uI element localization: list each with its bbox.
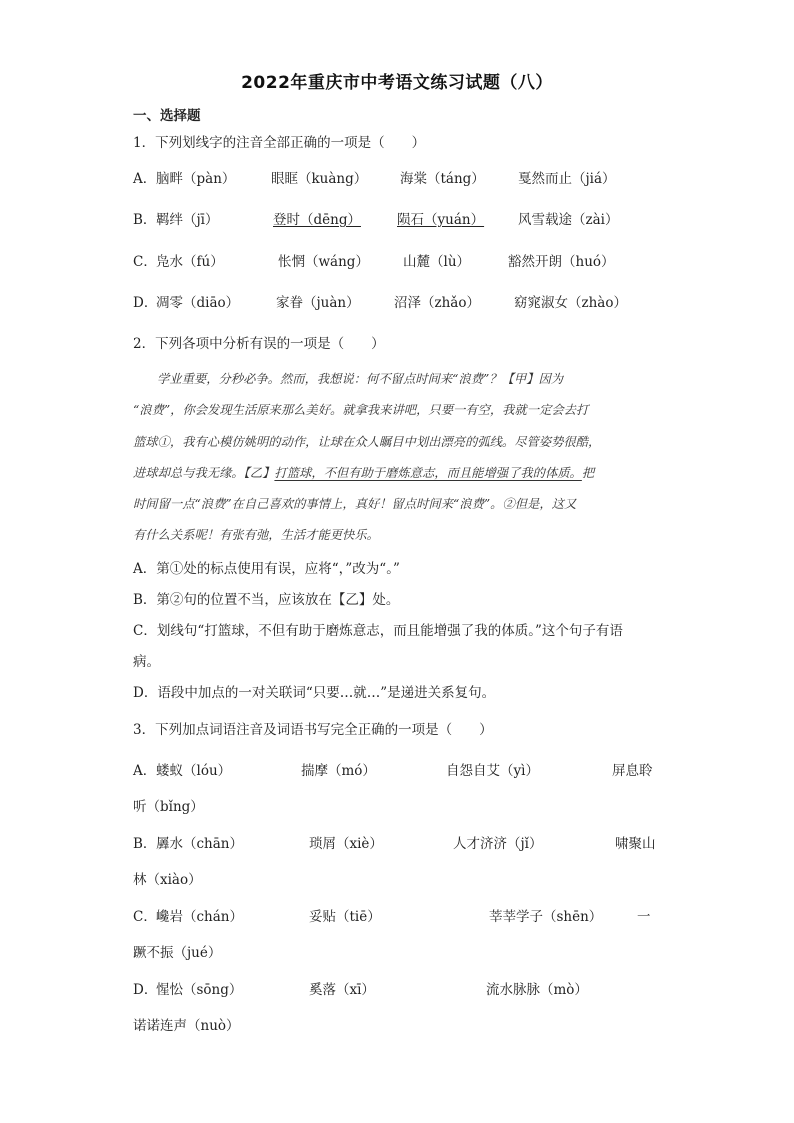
option-item: 怅惘（wáng）	[278, 254, 369, 270]
option-item: 莘莘学子（shēn）	[489, 909, 603, 925]
option-item: 流水脉脉（mò）	[486, 982, 588, 998]
option-item: 山麓（lù）	[403, 254, 471, 270]
option-wrap: 林（xiào）	[133, 872, 202, 888]
option-item: 奚落（xī）	[309, 982, 375, 998]
question-3-stem: 3．下列加点词语注音及词语书写完全正确的一项是（ ）	[133, 722, 493, 738]
option-label: B．	[133, 836, 157, 852]
option-item: 沼泽（zhǎo）	[394, 295, 480, 311]
option-item: 家眷（juàn）	[276, 295, 360, 311]
option-item: 脑畔（pàn）	[156, 171, 236, 187]
underlined-sentence: 打篮球，不但有助于磨炼意志，而且能增强了我的体质。	[274, 466, 582, 480]
question-2-stem: 2．下列各项中分析有误的一项是（ ）	[133, 336, 385, 352]
passage-line: “浪费”，你会发现生活原来那么美好。就拿我来讲吧，只要一有空，我就一定会去打	[133, 403, 589, 417]
passage-text: 把	[581, 466, 595, 480]
q2-option-b: B．第②句的位置不当，应该放在【乙】处。	[133, 592, 400, 608]
option-item: 揣摩（mó）	[301, 763, 376, 779]
option-item: 自怨自艾（yì）	[446, 763, 539, 779]
option-label: C．	[133, 254, 157, 270]
option-item: 眼眶（kuàng）	[271, 171, 368, 187]
option-item: 妥贴（tiē）	[309, 909, 381, 925]
option-item: 羼水（chān）	[156, 836, 243, 852]
option-label: D．	[133, 295, 158, 311]
option-item: 凋零（diāo）	[156, 295, 240, 311]
option-wrap: 听（bǐng）	[133, 799, 204, 815]
option-item: 羁绊（jī）	[156, 212, 219, 228]
option-item: 蝼蚁（lóu）	[156, 763, 232, 779]
option-item: 琐屑（xiè）	[309, 836, 383, 852]
option-item: 一	[637, 909, 651, 925]
passage-line: 有什么关系呢！有张有弛，生活才能更快乐。	[133, 528, 379, 542]
option-item: 屏息聆	[612, 763, 653, 779]
option-item: 豁然开朗（huó）	[508, 254, 615, 270]
q2-option-a: A．第①处的标点使用有误，应将“，”改为“。”	[133, 561, 400, 577]
q2-option-c-wrap: 病。	[133, 654, 160, 670]
option-item: 啸聚山	[615, 836, 656, 852]
passage-text: 进球却总与我无缘。【乙】	[133, 466, 275, 480]
option-label: D．	[133, 982, 158, 998]
option-item: 巉岩（chán）	[156, 909, 243, 925]
option-item: 凫水（fú）	[156, 254, 224, 270]
option-item: 人才济济（jǐ）	[453, 836, 543, 852]
option-item: 惺忪（sōng）	[156, 982, 243, 998]
option-wrap: 蹶不振（jué）	[133, 945, 222, 961]
option-item: 陨石（yuán）	[397, 212, 485, 228]
section-heading: 一、选择题	[133, 108, 201, 124]
option-item: 风雪载途（zài）	[518, 212, 619, 228]
q2-option-c: C．划线句“打篮球，不但有助于磨炼意志，而且能增强了我的体质。”这个句子有语	[133, 623, 623, 639]
option-label: A．	[133, 763, 157, 779]
option-item: 窈窕淑女（zhào）	[514, 295, 627, 311]
passage-line: 时间留一点“浪费”在自己喜欢的事情上，真好！留点时间来“浪费”。②但是，这又	[133, 497, 577, 511]
passage-line: 篮球①，我有心模仿姚明的动作，让球在众人瞩目中划出漂亮的弧线。尽管姿势很酷，	[133, 435, 601, 449]
question-1-stem: 1．下列划线字的注音全部正确的一项是（ ）	[133, 135, 426, 151]
option-item: 登时（dēng）	[273, 212, 361, 228]
passage-line: 学业重要，分秒必争。然而，我想说：何不留点时间来“浪费”？【甲】因为	[157, 372, 564, 386]
q2-option-d: D．语段中加点的一对关联词“只要…就…”是递进关系复句。	[133, 685, 496, 701]
option-label: A．	[133, 171, 157, 187]
option-item: 海棠（táng）	[400, 171, 485, 187]
option-label: C．	[133, 909, 157, 925]
page-title: 2022年重庆市中考语文练习试题（八）	[241, 73, 553, 93]
option-item: 戛然而止（jiá）	[518, 171, 616, 187]
option-wrap: 诺诺连声（nuò）	[133, 1018, 240, 1034]
option-label: B．	[133, 212, 157, 228]
